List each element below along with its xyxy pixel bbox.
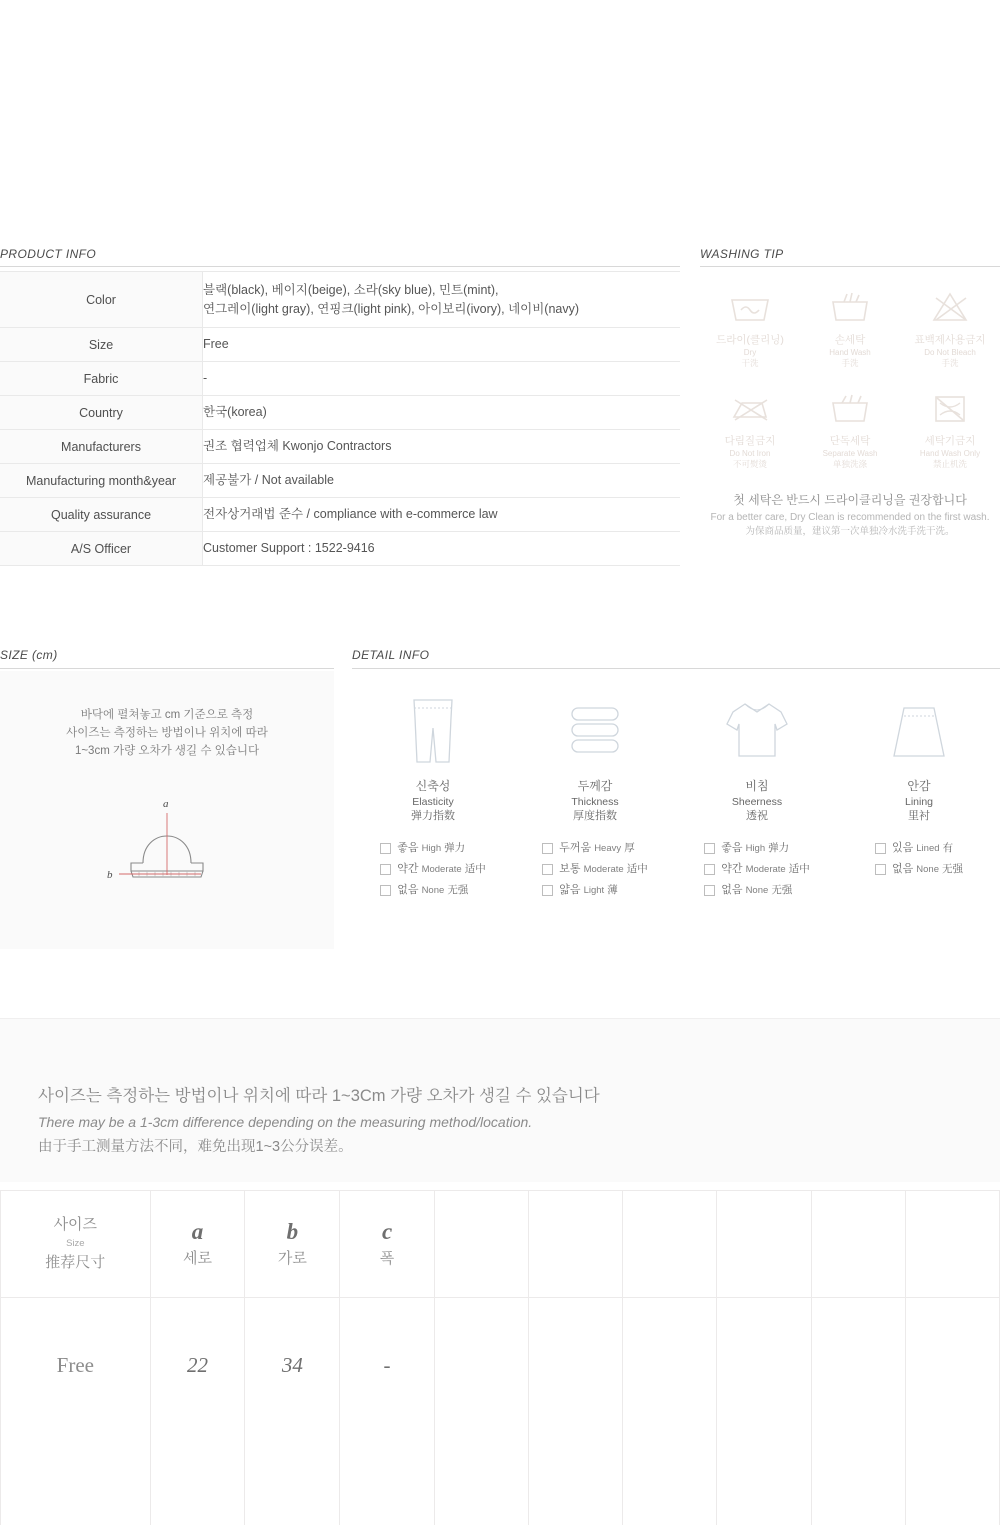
wash-label-cn: 干洗 <box>741 358 759 368</box>
measure-value: - <box>383 1353 391 1377</box>
option-en: Moderate <box>421 864 462 875</box>
option-en: Moderate <box>745 864 786 875</box>
checkbox[interactable] <box>542 864 553 875</box>
size-header-cell <box>1 1191 151 1298</box>
size-header-cn: 推荐尺寸 <box>45 1254 106 1271</box>
option-row[interactable] <box>380 859 486 880</box>
option-en: None <box>421 885 445 896</box>
size-note-line-3: 1~3cm 가량 오차가 생길 수 있습니다 <box>74 745 260 757</box>
do-not-iron-icon <box>700 383 800 435</box>
size-measure-box <box>0 671 334 949</box>
detail-options <box>542 838 648 901</box>
size-cm-heading: SIZE (cm) <box>0 648 58 662</box>
option-row[interactable] <box>542 859 648 880</box>
wash-label-en: Separate Wash <box>822 449 878 458</box>
option-en: Heavy <box>594 843 622 854</box>
wash-item <box>800 383 900 470</box>
col-header-empty <box>434 1191 528 1298</box>
size-cell-a <box>150 1298 245 1525</box>
detail-col-elasticity <box>352 690 514 901</box>
pi-label: Country <box>0 396 203 430</box>
wash-item <box>800 282 900 369</box>
option-kr: 두꺼움 <box>559 842 592 854</box>
option-cn: 薄 <box>607 884 618 896</box>
size-cm-rule <box>0 668 334 669</box>
option-row[interactable] <box>875 838 963 859</box>
skirt-icon <box>838 690 1000 766</box>
wash-label-cn: 单独洗涤 <box>832 459 867 469</box>
size-cell-empty <box>529 1298 623 1525</box>
col-sub: 폭 <box>379 1250 395 1267</box>
checkbox[interactable] <box>542 843 553 854</box>
col-header-empty <box>717 1191 811 1298</box>
option-kr: 없음 <box>891 863 914 875</box>
wash-label-kr: 세탁기금지 <box>924 435 976 447</box>
pi-label: Color <box>0 272 203 328</box>
size-cell-empty <box>905 1298 999 1525</box>
detail-info-block <box>352 690 1000 901</box>
product-info-table <box>0 271 680 566</box>
option-row[interactable] <box>380 880 486 901</box>
option-en: High <box>745 843 766 854</box>
size-cell-name <box>1 1298 151 1525</box>
detail-label-kr: 두께감 <box>577 779 613 793</box>
size-chart-table <box>0 1190 1000 1525</box>
col-sub: 가로 <box>277 1250 307 1267</box>
detail-label-kr: 신축성 <box>415 779 451 793</box>
do-not-bleach-icon <box>900 282 1000 334</box>
option-en: None <box>916 864 939 875</box>
wash-label-en: Dry <box>743 348 757 357</box>
washing-note-kr: 첫 세탁은 반드시 드라이클리닝을 권장합니다 <box>733 493 967 507</box>
detail-col-lining <box>838 690 1000 901</box>
checkbox[interactable] <box>380 864 391 875</box>
hand-wash-only-icon <box>900 383 1000 435</box>
detail-options <box>704 838 810 901</box>
size-header-en: Size <box>66 1238 85 1249</box>
pi-label: A/S Officer <box>0 532 203 566</box>
notice-kr: 사이즈는 측정하는 방법이나 위치에 따라 1~3Cm 가량 오차가 생길 수 있습니다 <box>38 1087 600 1105</box>
checkbox[interactable] <box>704 843 715 854</box>
option-cn: 无强 <box>771 884 793 896</box>
pi-value: 권조 협력업체 Kwonjo Contractors <box>203 430 681 464</box>
option-kr: 좋음 <box>397 842 419 854</box>
detail-info-rule <box>352 668 1000 669</box>
pi-value: 전자상거래법 준수 / compliance with e-commerce law <box>203 498 681 532</box>
col-header-empty <box>905 1191 999 1298</box>
size-value: Free <box>56 1353 94 1377</box>
svg-text:a: a <box>163 798 169 810</box>
col-header-c <box>340 1191 435 1298</box>
option-en: High <box>421 843 442 854</box>
size-note-line-1: 바닥에 펼쳐놓고 cm 기준으로 측정 <box>80 709 254 721</box>
pi-value: 제공불가 / Not available <box>203 464 681 498</box>
wash-label-kr: 손세탁 <box>834 334 866 346</box>
wash-label-cn: 禁止机洗 <box>932 459 967 469</box>
wash-label-kr: 드라이(클리닝) <box>716 334 784 346</box>
detail-label-en: Lining <box>904 796 934 808</box>
pi-value: Customer Support : 1522-9416 <box>203 532 681 566</box>
detail-options <box>380 838 486 901</box>
option-en: Lined <box>916 843 940 854</box>
notice-en: There may be a 1-3cm difference depending on the measuring method/location. <box>38 1114 533 1130</box>
size-header-kr: 사이즈 <box>53 1216 98 1233</box>
wash-label-en: Hand Wash Only <box>919 449 981 458</box>
option-cn: 适中 <box>788 863 810 875</box>
separate-wash-icon <box>800 383 900 435</box>
size-cell-b <box>245 1298 340 1525</box>
washing-icon-grid <box>700 282 1000 484</box>
table-row <box>0 396 680 430</box>
wash-item <box>700 282 800 369</box>
washing-note <box>700 490 1000 539</box>
pi-value-line: 연그레이(light gray), 연핑크(light pink), 아이보리(ivory), 네이비(navy) <box>203 301 580 316</box>
checkbox[interactable] <box>380 885 391 896</box>
option-kr: 얇음 <box>559 884 581 896</box>
col-letter: c <box>381 1219 393 1244</box>
option-row[interactable] <box>542 838 648 859</box>
pi-value-line: 블랙(black), 베이지(beige), 소라(sky blue), 민트(mint), <box>203 282 499 297</box>
col-header-b <box>245 1191 340 1298</box>
option-kr: 보통 <box>559 863 581 875</box>
col-letter: b <box>286 1219 299 1244</box>
pi-value: 한국(korea) <box>203 396 681 430</box>
wash-label-kr: 다림질금지 <box>724 435 776 447</box>
col-header-empty <box>529 1191 623 1298</box>
pi-value <box>203 272 681 328</box>
detail-label-cn: 里衬 <box>908 810 930 822</box>
size-measure-note <box>0 671 334 760</box>
pi-label: Manufacturing month&year <box>0 464 203 498</box>
wash-label-cn: 不可熨烫 <box>732 459 767 469</box>
detail-info-heading: DETAIL INFO <box>352 648 430 662</box>
table-row <box>0 532 680 566</box>
option-kr: 좋음 <box>721 842 743 854</box>
option-cn: 适中 <box>626 863 648 875</box>
product-info-rule <box>0 266 680 267</box>
washing-tip-block <box>700 282 1000 582</box>
option-row[interactable] <box>542 880 648 901</box>
pi-label: Manufacturers <box>0 430 203 464</box>
option-row[interactable] <box>704 880 810 901</box>
size-cell-empty <box>811 1298 905 1525</box>
pants-icon <box>352 690 514 766</box>
wash-item <box>900 383 1000 470</box>
table-row <box>0 498 680 532</box>
washing-tip-rule <box>700 266 1000 267</box>
measure-value: 22 <box>187 1353 209 1377</box>
detail-label-cn: 弹力指数 <box>411 810 455 822</box>
option-kr: 없음 <box>721 884 743 896</box>
option-cn: 弹力 <box>768 842 790 854</box>
option-row[interactable] <box>380 838 486 859</box>
checkbox[interactable] <box>704 885 715 896</box>
checkbox[interactable] <box>875 843 886 854</box>
notice-cn: 由于手工测量方法不同，难免出现1~3公分误差。 <box>38 1139 353 1155</box>
table-row <box>0 272 680 328</box>
option-cn: 有 <box>942 842 954 854</box>
table-row <box>1 1298 1000 1525</box>
col-header-a <box>150 1191 245 1298</box>
washing-tip-heading: WASHING TIP <box>700 247 784 261</box>
wash-item <box>700 383 800 470</box>
option-row[interactable] <box>704 859 810 880</box>
option-en: Moderate <box>583 864 624 875</box>
col-header-empty <box>811 1191 905 1298</box>
table-row <box>0 362 680 396</box>
pi-label: Quality assurance <box>0 498 203 532</box>
fabric-layers-icon <box>514 690 676 766</box>
hat-diagram <box>0 791 334 906</box>
detail-col-thickness <box>514 690 676 901</box>
detail-label-en: Thickness <box>571 796 619 808</box>
detail-label-en: Sheerness <box>731 796 783 808</box>
size-cell-empty <box>623 1298 717 1525</box>
checkbox[interactable] <box>704 864 715 875</box>
option-row[interactable] <box>704 838 810 859</box>
wash-label-en: Hand Wash <box>829 348 871 357</box>
option-cn: 适中 <box>464 863 486 875</box>
wash-label-kr: 표백제사용금지 <box>914 334 986 346</box>
col-header-empty <box>623 1191 717 1298</box>
pi-label: Fabric <box>0 362 203 396</box>
wash-label-cn: 手洗 <box>941 358 959 368</box>
size-cell-empty <box>434 1298 528 1525</box>
checkbox[interactable] <box>542 885 553 896</box>
table-row <box>0 430 680 464</box>
detail-label-kr: 비침 <box>745 779 769 793</box>
washing-note-cn: 为保商品质量，建议第一次单独冷水洗手洗干洗。 <box>745 526 955 537</box>
wash-item <box>900 282 1000 369</box>
pi-label: Size <box>0 328 203 362</box>
option-cn: 厚 <box>624 842 635 854</box>
wash-label-en: Do Not Iron <box>729 449 771 458</box>
detail-label-cn: 透祝 <box>746 810 768 822</box>
col-sub: 세로 <box>183 1250 213 1267</box>
option-cn: 无强 <box>447 884 469 896</box>
option-kr: 있음 <box>891 842 914 854</box>
option-kr: 없음 <box>397 884 419 896</box>
option-row[interactable] <box>875 859 963 880</box>
hand-wash-icon <box>800 282 900 334</box>
svg-text:b: b <box>107 869 113 881</box>
size-cell-empty <box>717 1298 811 1525</box>
detail-options <box>875 838 963 880</box>
tshirt-icon <box>676 690 838 766</box>
table-row <box>0 328 680 362</box>
dry-clean-icon <box>700 282 800 334</box>
detail-label-en: Elasticity <box>412 796 454 808</box>
measure-value: 34 <box>281 1353 303 1377</box>
checkbox[interactable] <box>380 843 391 854</box>
option-kr: 약간 <box>397 863 419 875</box>
pi-value: - <box>203 362 681 396</box>
wash-label-kr: 단독세탁 <box>829 435 871 447</box>
option-cn: 无强 <box>942 863 964 875</box>
checkbox[interactable] <box>875 864 886 875</box>
pi-value: Free <box>203 328 681 362</box>
size-note-line-2: 사이즈는 측정하는 방법이나 위치에 따라 <box>66 727 268 739</box>
size-cell-c <box>340 1298 435 1525</box>
option-en: None <box>745 885 769 896</box>
product-info-heading: PRODUCT INFO <box>0 247 97 261</box>
washing-note-en: For a better care, Dry Clean is recommended on the first wash. <box>710 512 990 523</box>
detail-col-sheerness <box>676 690 838 901</box>
col-letter: a <box>191 1219 204 1244</box>
option-kr: 약간 <box>721 863 743 875</box>
option-cn: 弹力 <box>444 842 466 854</box>
option-en: Light <box>583 885 605 896</box>
wash-label-cn: 手洗 <box>841 358 859 368</box>
detail-label-cn: 厚度指数 <box>573 810 617 822</box>
size-chart-notice <box>38 1082 938 1160</box>
detail-label-kr: 안감 <box>907 779 931 793</box>
wash-label-en: Do Not Bleach <box>924 348 976 357</box>
table-row <box>0 464 680 498</box>
table-header-row <box>1 1191 1000 1298</box>
